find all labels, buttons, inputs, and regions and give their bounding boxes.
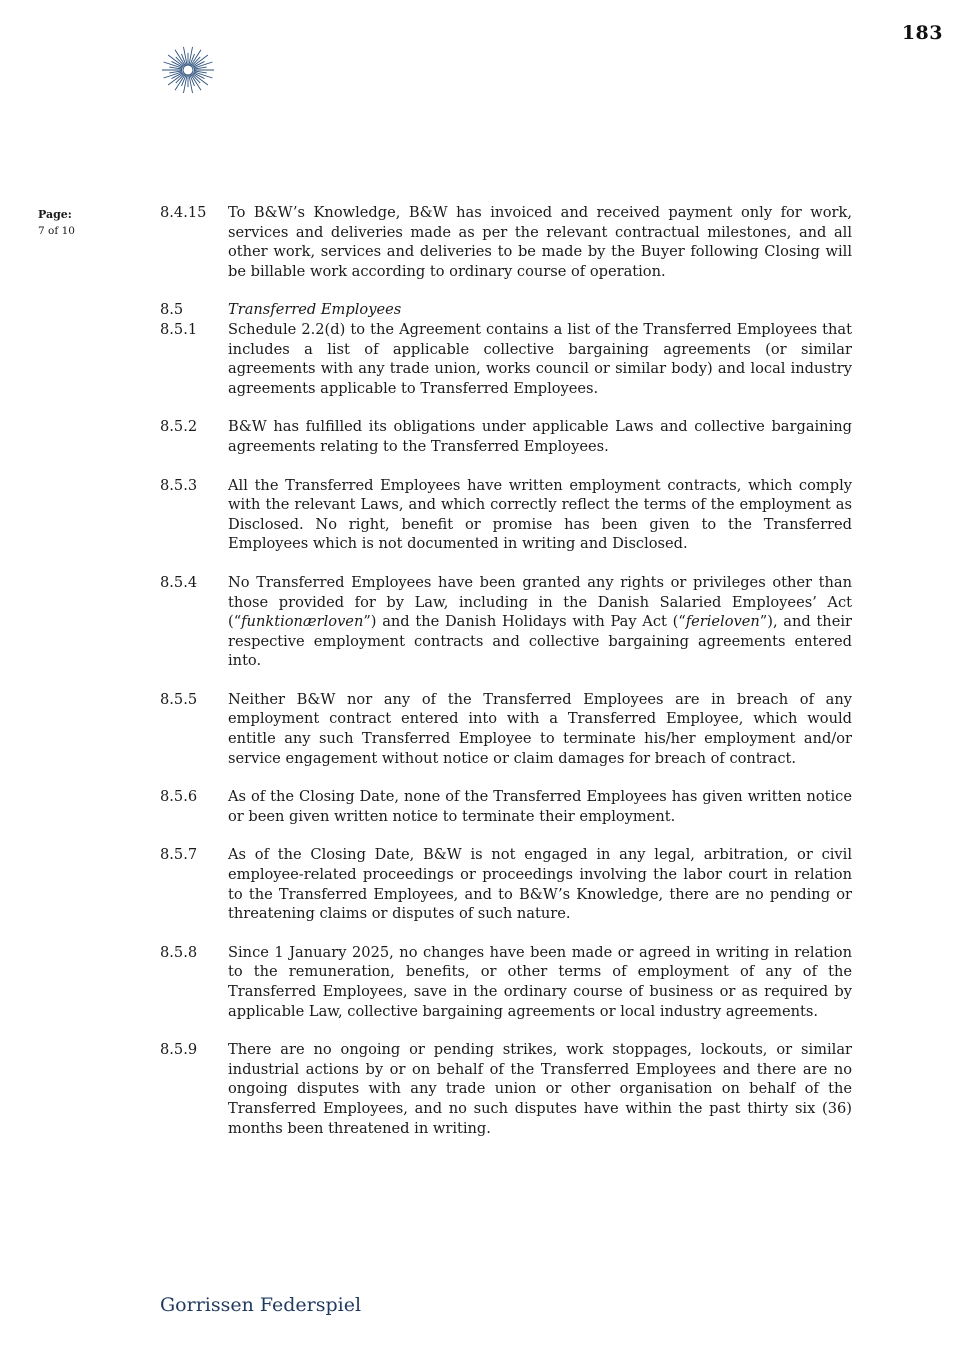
section-title: Transferred Employees: [228, 301, 402, 319]
clause-8-5-9: [160, 1040, 852, 1138]
clause-text-part: ”) and the Danish Holidays with Pay Act (“: [363, 613, 686, 631]
clause-text-part: ”), and their respective employment contracts and collective bargaining agreements entered into.: [228, 613, 852, 670]
clause-8-5-8: [160, 943, 852, 1021]
act-name-italic: funktionærloven: [241, 613, 364, 631]
clause-text-part: No Transferred Employees have been granted any rights or privileges other than those provided for by Law, including in the Danish Salaried Employees’ Act (“: [228, 573, 852, 631]
clause-number: 8.5.8: [160, 943, 198, 961]
clause-number: 8.5.9: [160, 1041, 198, 1059]
clause-text: To B&W’s Knowledge, B&W has invoiced and received payment only for work, services and deliveries made as per the relevant contractual milestones, and all other work, services and deliveries to be made by the Buyer following Closing will be billable work according to ordinary course of operation.: [228, 204, 852, 280]
clause-number: 8.5.4: [160, 573, 198, 591]
clause-8-5-2: [160, 417, 852, 456]
clause-number: 8.5.1: [160, 320, 198, 338]
clause-number: 8.5.7: [160, 846, 198, 864]
page-indicator: [38, 207, 75, 239]
clause-8-5-6: [160, 787, 852, 826]
clause-text: All the Transferred Employees have written employment contracts, which comply with the relevant Laws, and which correctly reflect the terms of the employment as Disclosed. No right, benefit or promise has been given to the Transferred Employees which is not documented in writing and Disclosed.: [228, 476, 852, 553]
clause-text: B&W has fulfilled its obligations under applicable Laws and collective bargaining agreements relating to the Transferred Employees.: [228, 418, 852, 455]
footer-brand-name: Gorrissen Federspiel: [160, 1294, 362, 1316]
sunburst-logo-icon: [158, 44, 218, 96]
clause-text: Since 1 January 2025, no changes have been made or agreed in writing in relation to the remuneration, benefits, or other terms of employment of any of the Transferred Employees, save in the ordinary course of business or as required by applicable Law, collective bargaining agreements or local industry agreements.: [228, 943, 852, 1020]
clause-8-5-4: [160, 573, 852, 671]
document-body: [160, 203, 852, 1138]
clause-number: 8.5.6: [160, 788, 198, 806]
clause-number: 8.4.15: [160, 204, 207, 221]
page-count: 7 of 10: [38, 225, 75, 237]
clause-text: There are no ongoing or pending strikes, work stoppages, lockouts, or similar industrial actions by or on behalf of the Transferred Employees and there are no ongoing disputes with any trade union or other organisation on behalf of the Transferred Employees, and no such disputes have within the past thirty six (36) months been threatened in writing.: [228, 1041, 852, 1137]
act-name-italic: ferieloven: [685, 613, 760, 631]
section-heading-8-5: [160, 300, 852, 320]
clause-8-4-15: [160, 203, 852, 281]
clause-text: As of the Closing Date, B&W is not engaged in any legal, arbitration, or civil employee-related proceedings or proceedings involving the labor court in relation to the Transferred Employees, and to B&W’s Knowledge, there are no pending or threatening claims or disputes of such nature.: [228, 846, 852, 923]
page-label: Page:: [38, 208, 72, 221]
clause-text: As of the Closing Date, none of the Transferred Employees has given written notice or been given written notice to terminate their employment.: [228, 788, 852, 825]
clause-8-5-7: [160, 845, 852, 923]
clause-8-5-1: [160, 320, 852, 398]
clause-8-5-5: [160, 690, 852, 768]
page-number: 183: [901, 22, 943, 44]
clause-text: Schedule 2.2(d) to the Agreement contains a list of the Transferred Employees that includes a list of applicable collective bargaining agreements (or similar agreements with any trade union, works council or similar body) and local industry agreements applicable to Transferred Employees.: [228, 320, 852, 397]
clause-text: [228, 573, 852, 671]
clause-text: Neither B&W nor any of the Transferred Employees are in breach of any employment contract entered into with a Transferred Employee, which would entitle any such Transferred Employee to terminate his/her employment and/or service engagement without notice or claim damages for breach of contract.: [228, 690, 852, 767]
clause-number: 8.5.5: [160, 690, 198, 708]
clause-8-5-3: [160, 476, 852, 554]
clause-number: 8.5.3: [160, 476, 198, 494]
clause-number: 8.5: [160, 301, 184, 319]
clause-number: 8.5.2: [160, 418, 198, 436]
